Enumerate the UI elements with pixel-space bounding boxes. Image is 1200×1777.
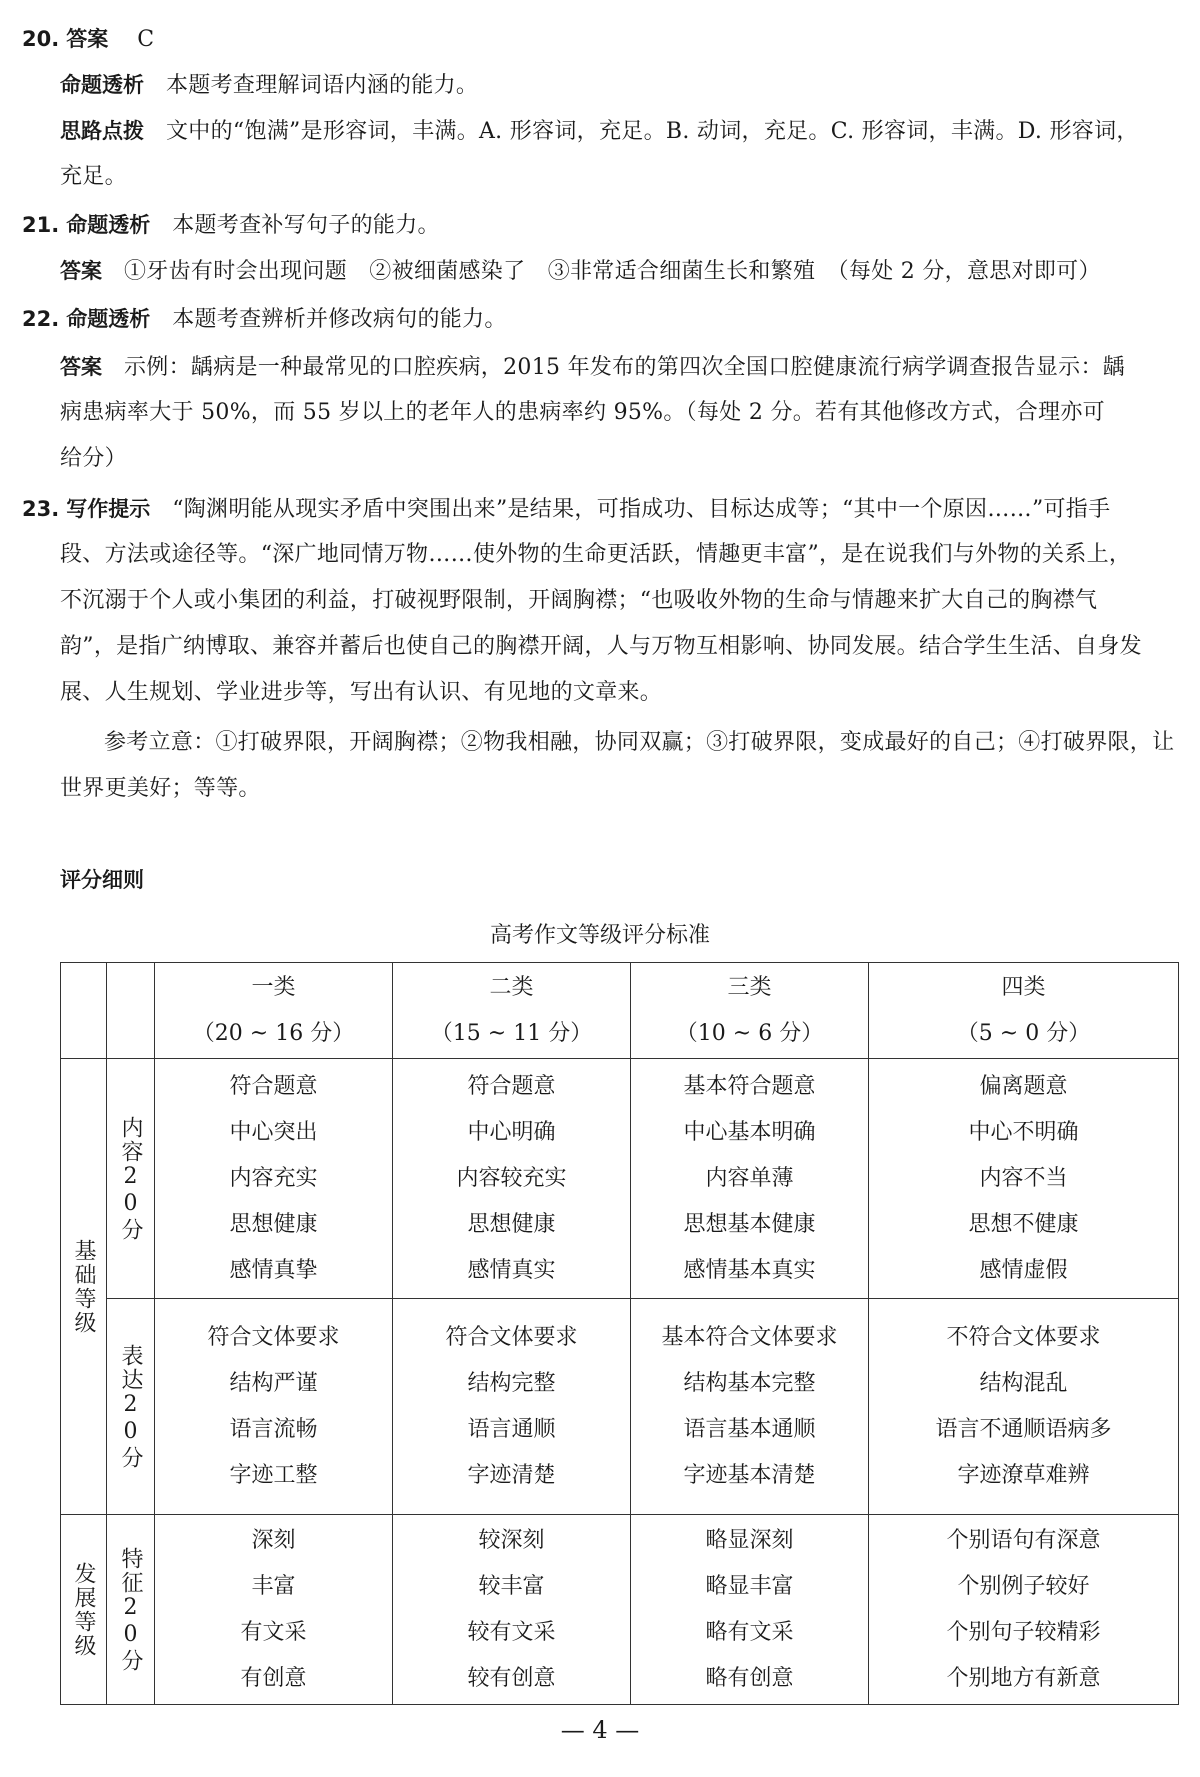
q23-tip-line-5: [60, 678, 1180, 708]
answer-text-cont: 给分）: [60, 446, 127, 471]
tip-text: “陶渊明能从现实矛盾中突围出来”是结果，可指成功、目标达成等；“其中一个原因……”可指手: [172, 497, 1111, 522]
q20-hint-line: [60, 116, 1180, 147]
criterion: 略显深刻: [705, 1527, 794, 1553]
header-cell: [155, 963, 393, 1059]
criterion: 语言不通顺语病多: [935, 1416, 1112, 1442]
header-cell: [869, 963, 1179, 1059]
criterion: 语言通顺: [467, 1416, 556, 1442]
criterion: 基本符合题意: [683, 1073, 816, 1099]
section-title: 评分细则: [60, 868, 144, 892]
header-empty-cell: [61, 963, 107, 1059]
tip-label: 写作提示: [66, 497, 151, 521]
criterion: 结构混乱: [979, 1370, 1068, 1396]
criterion: 语言流畅: [229, 1416, 318, 1442]
criterion: 字迹潦草难辨: [957, 1462, 1090, 1488]
grade-name: 四类: [1001, 974, 1046, 1000]
expression-label: 表达20分: [118, 1343, 143, 1470]
reference-text: 参考立意：①打破界限，开阔胸襟；②物我相融，协同双赢；③打破界限，变成最好的自己；④打破界限，让: [104, 730, 1175, 755]
feature-label-cell: [107, 1515, 155, 1705]
grade-range: （5 ~ 0 分）: [956, 1020, 1091, 1046]
criterion: 略有创意: [705, 1665, 794, 1691]
criterion: 中心不明确: [968, 1119, 1079, 1145]
criterion: 符合文体要求: [445, 1324, 578, 1350]
grade-range: （10 ~ 6 分）: [675, 1020, 824, 1046]
analysis-label: 命题透析: [66, 307, 151, 331]
q22-answer-line-3: [60, 444, 1180, 474]
analysis-text: 本题考查理解词语内涵的能力。: [166, 73, 479, 98]
expression-label-cell: [107, 1299, 155, 1515]
answer-label: 答案: [66, 27, 109, 51]
content-cell: [869, 1059, 1179, 1299]
criterion: 不符合文体要求: [946, 1324, 1101, 1350]
criterion: 符合题意: [229, 1073, 318, 1099]
q20-hint-line-2: [60, 162, 1180, 192]
answer-label: 答案: [60, 259, 102, 283]
grade-name: 一类: [251, 974, 296, 1000]
analysis-label: 命题透析: [66, 213, 151, 237]
feature-label: 特征20分: [118, 1546, 143, 1673]
content-cell: [631, 1059, 869, 1299]
q22-answer-line-2: [60, 398, 1180, 428]
criterion: 较深刻: [478, 1527, 545, 1553]
criterion: 较丰富: [478, 1573, 545, 1599]
question-number: 23.: [22, 497, 60, 521]
criterion: 个别句子较精彩: [946, 1619, 1101, 1645]
criterion: 思想健康: [229, 1211, 318, 1237]
q23-tip-line-3: [60, 586, 1180, 616]
q20-answer-line: [22, 24, 1142, 55]
content-label: 内容20分: [118, 1115, 143, 1242]
feature-cell: [631, 1515, 869, 1705]
hint-label: 思路点拨: [60, 119, 144, 143]
analysis-label: 命题透析: [60, 73, 144, 97]
q23-tip-line-4: [60, 632, 1180, 662]
criterion: 感情基本真实: [683, 1257, 816, 1283]
criterion: 内容充实: [229, 1165, 318, 1191]
grade-range: （15 ~ 11 分）: [430, 1020, 593, 1046]
criterion: 深刻: [251, 1527, 296, 1553]
content-cell: [393, 1059, 631, 1299]
criterion: 结构基本完整: [683, 1370, 816, 1396]
tip-text-cont: 展、人生规划、学业进步等，写出有认识、有见地的文章来。: [60, 680, 663, 705]
q23-tip-line-2: [60, 540, 1180, 570]
tip-text-cont: 段、方法或途径等。“深广地同情万物……使外物的生命更活跃，情趣更丰富”，是在说我们与外物的关系上，: [60, 542, 1132, 567]
answer-value: C: [137, 27, 155, 52]
criterion: 略有文采: [705, 1619, 794, 1645]
criterion: 个别例子较好: [957, 1573, 1090, 1599]
q23-ref-line-2: [60, 774, 1180, 804]
feature-cell: [869, 1515, 1179, 1705]
answer-text: 示例：龋病是一种最常见的口腔疾病，2015 年发布的第四次全国口腔健康流行病学调查报告显示：龋: [124, 355, 1126, 380]
criterion: 个别地方有新意: [946, 1665, 1101, 1691]
criterion: 符合文体要求: [207, 1324, 340, 1350]
feature-cell: [155, 1515, 393, 1705]
q21-answer-line: [60, 256, 1180, 287]
criterion: 语言基本通顺: [683, 1416, 816, 1442]
expression-cell: [631, 1299, 869, 1515]
q21-analysis-line: [22, 210, 1142, 241]
feature-cell: [393, 1515, 631, 1705]
criterion: 略显丰富: [705, 1573, 794, 1599]
answer-text-cont: 病患病率大于 50%，而 55 岁以上的老年人的患病率约 95%。（每处 2 分。若有其他修改方式，合理亦可: [60, 400, 1105, 425]
basic-level-label: 基础等级: [71, 1238, 96, 1335]
criterion: 有创意: [240, 1665, 307, 1691]
criterion: 内容单薄: [705, 1165, 794, 1191]
criterion: 较有创意: [467, 1665, 556, 1691]
criterion: 结构完整: [467, 1370, 556, 1396]
content-label-cell: [107, 1059, 155, 1299]
hint-text: 文中的“饱满”是形容词，丰满。A. 形容词，充足。B. 动词，充足。C. 形容词，丰满。D. 形容词，: [166, 119, 1139, 144]
criterion: 中心突出: [229, 1119, 318, 1145]
grade-range: （20 ~ 16 分）: [192, 1020, 355, 1046]
criterion: 思想基本健康: [683, 1211, 816, 1237]
q23-tip-line: [22, 494, 1142, 525]
criterion: 思想健康: [467, 1211, 556, 1237]
basic-level-cell: [61, 1059, 107, 1515]
table-row-expression: [61, 1299, 1179, 1515]
criterion: 基本符合文体要求: [661, 1324, 838, 1350]
criterion: 内容不当: [979, 1165, 1068, 1191]
dev-level-cell: [61, 1515, 107, 1705]
question-number: 22.: [22, 307, 60, 331]
reference-text-cont: 世界更美好；等等。: [60, 776, 261, 801]
criterion: 感情虚假: [979, 1257, 1068, 1283]
hint-text-cont: 充足。: [60, 164, 127, 189]
table-row-feature: [61, 1515, 1179, 1705]
criterion: 符合题意: [467, 1073, 556, 1099]
question-number: 21.: [22, 213, 60, 237]
dev-level-label: 发展等级: [71, 1561, 96, 1658]
q20-analysis-line: [60, 70, 1180, 101]
expression-cell: [155, 1299, 393, 1515]
criterion: 感情真实: [467, 1257, 556, 1283]
table-title: 高考作文等级评分标准: [489, 923, 710, 948]
analysis-text: 本题考查辨析并修改病句的能力。: [172, 307, 507, 332]
q22-analysis-line: [22, 304, 1142, 335]
question-number: 20.: [22, 27, 60, 51]
criterion: 有文采: [240, 1619, 307, 1645]
grade-name: 三类: [727, 974, 772, 1000]
criterion: 感情真挚: [229, 1257, 318, 1283]
expression-cell: [393, 1299, 631, 1515]
answer-text: ①牙齿有时会出现问题 ②被细菌感染了 ③非常适合细菌生长和繁殖 （每处 2 分，意思对即可）: [124, 259, 1101, 284]
tip-text-cont: 韵”，是指广纳博取、兼容并蓄后也使自己的胸襟开阔，人与万物互相影响、协同发展。结合学生生活、自身发: [60, 634, 1142, 659]
header-cell: [631, 963, 869, 1059]
answer-label: 答案: [60, 355, 102, 379]
criterion: 个别语句有深意: [946, 1527, 1101, 1553]
table-row-content: [61, 1059, 1179, 1299]
criterion: 丰富: [251, 1573, 296, 1599]
expression-cell: [869, 1299, 1179, 1515]
content-cell: [155, 1059, 393, 1299]
header-empty-cell: [107, 963, 155, 1059]
analysis-text: 本题考查补写句子的能力。: [172, 213, 440, 238]
criterion: 偏离题意: [979, 1073, 1068, 1099]
criterion: 字迹工整: [229, 1462, 318, 1488]
criterion: 思想不健康: [968, 1211, 1079, 1237]
criterion: 字迹基本清楚: [683, 1462, 816, 1488]
page-number: — 4 —: [560, 1716, 640, 1744]
criterion: 较有文采: [467, 1619, 556, 1645]
criterion: 字迹清楚: [467, 1462, 556, 1488]
q23-ref-line: [104, 728, 1180, 758]
table-header-row: [61, 963, 1179, 1059]
criterion: 中心基本明确: [683, 1119, 816, 1145]
criterion: 结构严谨: [229, 1370, 318, 1396]
header-cell: [393, 963, 631, 1059]
tip-text-cont: 不沉溺于个人或小集团的利益，打破视野限制，开阔胸襟；“也吸收外物的生命与情趣来扩大自己的胸襟气: [60, 588, 1098, 613]
q22-answer-line: [60, 352, 1180, 383]
criterion: 内容较充实: [456, 1165, 567, 1191]
criterion: 中心明确: [467, 1119, 556, 1145]
grade-name: 二类: [489, 974, 534, 1000]
grading-table: [60, 962, 1179, 1705]
